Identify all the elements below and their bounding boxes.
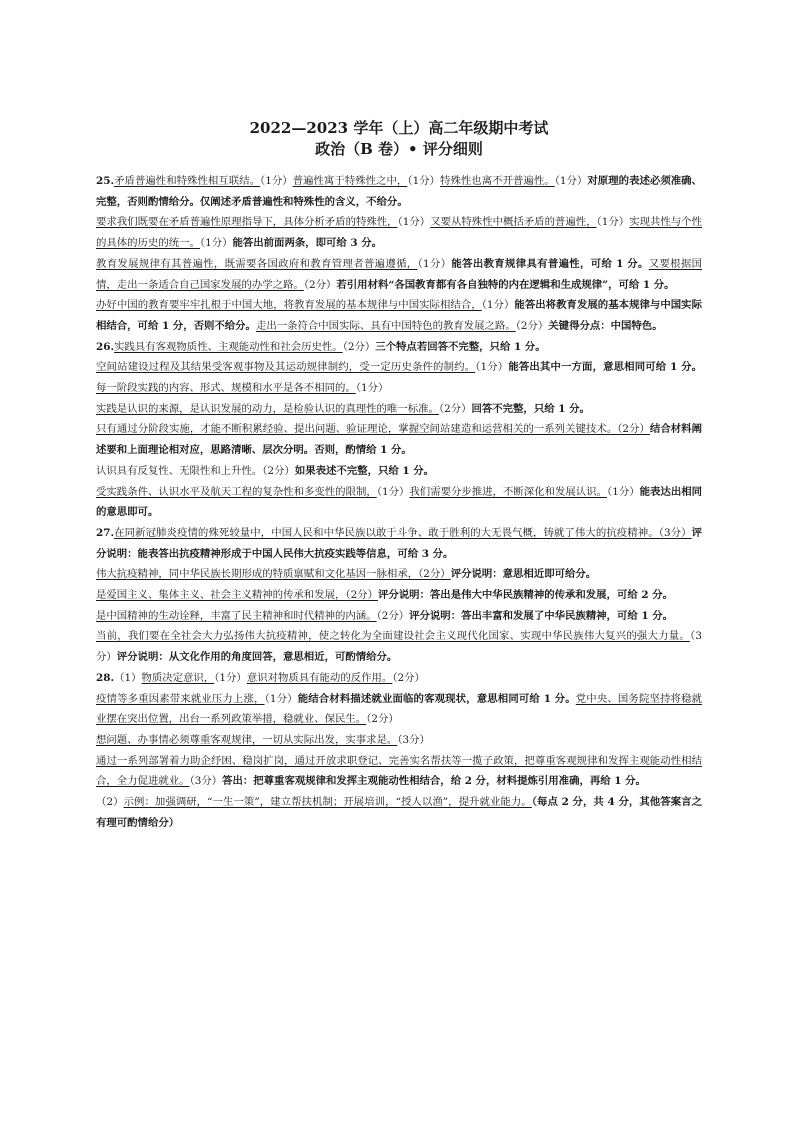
answer-point: 我们需要分步推进，不断深化和发展认识。 bbox=[409, 485, 607, 498]
page-title: 2022—2023 学年（上）高二年级期中考试 bbox=[249, 119, 549, 137]
score: （2分） bbox=[303, 278, 337, 291]
scoring-note: 评分说明：从文化作用的角度回答，意思相近，可酌情给分。 bbox=[116, 651, 398, 664]
score: （1分） bbox=[417, 257, 452, 270]
answer-point: 疫情等多重因素带来就业压力上涨， bbox=[96, 692, 265, 705]
scoring-note: 能表达出相同的意思即可。 bbox=[96, 485, 703, 519]
score: （1分） bbox=[607, 485, 640, 498]
answer-point: 当前，我们要在全社会大力弘扬伟大抗疫精神，使之转化为全面建设社会主义现代化国家、实现中华民族伟大复兴的强大力量。 bbox=[96, 630, 690, 643]
question-26-part-2 bbox=[96, 357, 702, 398]
answer-point: 物质决定意识， bbox=[141, 671, 215, 684]
score: （2分） bbox=[262, 464, 295, 477]
question-25-part-4 bbox=[96, 295, 702, 336]
answer-point: 又要从特殊性中概括矛盾的普遍性， bbox=[430, 216, 597, 229]
sub-question-2: （2） bbox=[96, 796, 124, 809]
scoring-note: 回答不完整，只给 1 分。 bbox=[471, 402, 590, 415]
answer-point: 受实践条件、认识水平及航天工程的复杂性和多变性的限制， bbox=[96, 485, 377, 498]
answer-sheet bbox=[96, 118, 702, 834]
score: （2分） bbox=[342, 340, 376, 353]
score: （2分） bbox=[418, 568, 451, 581]
answer-point: 特殊性也离不开普遍性。 bbox=[440, 175, 555, 187]
score: （3分） bbox=[96, 630, 702, 664]
answer-point: 是中国精神的生动诠释，丰富了民主精神和时代精神的内涵。 bbox=[96, 609, 377, 622]
score: （1分） bbox=[481, 299, 515, 312]
scoring-note: 评分说明：答出丰富和发展了中华民族精神，可给 1 分。 bbox=[409, 609, 673, 622]
score: （1分） bbox=[376, 485, 410, 498]
score: （1分） bbox=[397, 216, 431, 229]
answer-point: 示例：加强调研，“一生一策”，建立帮扶机制；开展培训，“授人以渔”，提升就业能力。 bbox=[123, 796, 532, 809]
question-28-part-5 bbox=[96, 792, 702, 833]
question-27-number: 27. bbox=[96, 526, 115, 539]
answer-point: 认识具有反复性、无限性和上升性。 bbox=[96, 464, 263, 477]
scoring-note: 结合材料阐述要和上面理论相对应，思路清晰、层次分明。否则，酌情给 1 分。 bbox=[96, 423, 702, 457]
score: （2分） bbox=[345, 589, 378, 602]
score: （1分） bbox=[199, 237, 233, 250]
scoring-note: 关键得分点：中国特色。 bbox=[548, 319, 663, 332]
score: （2分） bbox=[392, 671, 425, 684]
scoring-note: 三个特点若回答不完整，只给 1 分。 bbox=[375, 340, 546, 353]
answer-point: 每一阶段实践的内容、形式、规模和水平是各不相同的。 bbox=[96, 382, 356, 395]
sub-question-1: （1） bbox=[114, 671, 142, 684]
question-25-part-1 bbox=[96, 171, 702, 212]
score: （2分） bbox=[376, 609, 410, 622]
answer-point: 只有通过分阶段实施，才能不断积累经验、提出问题、验证理论，掌握空间站建造和运营相关的一系列关键技术。 bbox=[96, 423, 618, 436]
question-25-part-3 bbox=[96, 254, 702, 295]
question-28-part-4 bbox=[96, 751, 702, 792]
question-26-part-6 bbox=[96, 482, 702, 523]
question-27-part-3 bbox=[96, 585, 702, 606]
question-27-part-5 bbox=[96, 626, 702, 667]
question-25-part-2 bbox=[96, 212, 702, 253]
question-25-number: 25. bbox=[96, 175, 115, 187]
scoring-note: 如果表述不完整，只给 1 分。 bbox=[294, 464, 434, 477]
question-27-part-2 bbox=[96, 564, 702, 585]
answer-point: 空间站建设过程及其结果受客观事物及其运动规律制约，受一定历史条件的制约。 bbox=[96, 361, 476, 374]
answer-point: 办好中国的教育要牢牢扎根于中国大地，将教育发展的基本规律与中国实际相结合， bbox=[96, 299, 482, 312]
score: （1分） bbox=[596, 216, 630, 229]
score: （1分） bbox=[475, 361, 509, 374]
scoring-note: 能答出将教育发展的基本规律与中国实际相结合，可给 1 分，否则不给分。 bbox=[96, 299, 702, 332]
answer-point: 教育发展规律有其普遍性，既需要各国政府和教育管理者普遍遵循， bbox=[96, 257, 418, 270]
score: （2分） bbox=[438, 402, 472, 415]
scoring-note: 评分说明：答出是伟大中华民族精神的传承和发展，可给 2 分。 bbox=[377, 589, 673, 602]
score: （2分） bbox=[617, 423, 650, 436]
score: （2分） bbox=[366, 713, 399, 726]
answer-point: 伟大抗疫精神，同中华民族长期形成的特质禀赋和文化基因一脉相承， bbox=[96, 568, 419, 581]
scoring-note: 能答出其中一方面，意思相同可给 1 分。 bbox=[508, 361, 702, 374]
answer-point: 实现共性与个性的具体的历史的统一。 bbox=[96, 216, 703, 250]
score: （3分） bbox=[397, 733, 430, 746]
answer-point: 通过一系列部署着力助企纾困、稳岗扩岗，通过开放求职登记、完善实名帮扶等一揽子政策，把尊重客观规律和发挥主观能动性相结合，全力促进就业。 bbox=[96, 754, 702, 788]
scoring-note: 对原理的表述必须准确、完整，否则酌情给分。仅阐述矛盾普遍性和特殊性的含义，不给分。 bbox=[96, 175, 702, 208]
page-subtitle: 政治（B 卷）• 评分细则 bbox=[315, 140, 483, 158]
question-27-part-4 bbox=[96, 606, 702, 627]
question-26-part-1 bbox=[96, 337, 702, 358]
question-26-part-5 bbox=[96, 461, 702, 482]
scoring-note: 若引用材料“各国教育都有各自独特的内在逻辑和生成规律”，可给 1 分。 bbox=[336, 278, 675, 291]
score: （3分） bbox=[189, 775, 223, 788]
score: （3分） bbox=[658, 526, 692, 539]
score: （1分） bbox=[554, 175, 588, 187]
scoring-note: 评分说明：能表答出抗疫精神形成于中国人民伟大抗疫实践等信息，可给 3 分。 bbox=[96, 526, 702, 560]
question-26-part-4 bbox=[96, 419, 702, 460]
answer-point: 走出一条符合中国实际、具有中国特色的教育发展之路。 bbox=[255, 319, 516, 332]
question-26-part-3 bbox=[96, 399, 702, 420]
score: （1分） bbox=[260, 175, 293, 187]
scoring-note: 能答出前面两条，即可给 3 分。 bbox=[232, 237, 383, 250]
question-26-number: 26. bbox=[96, 340, 115, 353]
question-27-part-1 bbox=[96, 523, 702, 564]
question-28-part-3 bbox=[96, 730, 702, 751]
answer-point: 实践具有客观物质性、主观能动性和社会历史性。 bbox=[114, 340, 343, 353]
answer-point: 在同新冠肺炎疫情的殊死较量中，中国人民和中华民族以敢于斗争、敢于胜利的大无畏气概，铸就了伟大的抗疫精神。 bbox=[114, 526, 659, 539]
answer-point: 普遍性寓于特殊性之中， bbox=[292, 175, 408, 187]
score: （1分） bbox=[355, 382, 389, 395]
answer-point: 想问题、办事情必须尊重客观规律，一切从实际出发，实事求是。 bbox=[96, 733, 398, 746]
answer-point: 要求我们既要在矛盾普遍性原理指导下，具体分析矛盾的特殊性， bbox=[96, 216, 398, 229]
scoring-note: （每点 2 分，共 4 分，其他答案言之有理可酌情给分） bbox=[96, 796, 702, 829]
answer-point: 是爱国主义、集体主义、社会主义精神的传承和发展， bbox=[96, 589, 346, 602]
score: （1分） bbox=[214, 671, 247, 684]
answer-point: 矛盾普遍性和特殊性相互联结。 bbox=[114, 175, 260, 187]
scoring-note: 能答出教育规律具有普遍性，可给 1 分。 bbox=[451, 257, 649, 270]
score: （2分） bbox=[515, 319, 549, 332]
question-28-number: 28. bbox=[96, 671, 115, 684]
question-28-part-1 bbox=[96, 668, 702, 689]
answer-point: 实践是认识的来源，是认识发展的动力，是检验认识的真理性的唯一标准。 bbox=[96, 402, 439, 415]
scoring-note: 答出：把尊重客观规律和发挥主观能动性相结合，给 2 分，材料提炼引用准确，再给 1 分。 bbox=[222, 775, 646, 788]
answer-point: 又要根据国情，走出一条适合自己国家发展的办学之路。 bbox=[96, 257, 702, 291]
scoring-note: 能结合材料描述就业面临的客观现状，意思相同可给 1 分。 bbox=[297, 692, 576, 705]
scoring-note: 评分说明：意思相近即可给分。 bbox=[450, 568, 597, 581]
answer-point: 意识对物质具有能动的反作用。 bbox=[246, 671, 393, 684]
score: （1分） bbox=[264, 692, 298, 705]
answer-point: 党中央、国务院坚持将稳就业摆在突出位置，出台一系列政策举措，稳就业、保民生。 bbox=[96, 692, 702, 726]
question-28-part-2 bbox=[96, 689, 702, 730]
score: （1分） bbox=[407, 175, 441, 187]
